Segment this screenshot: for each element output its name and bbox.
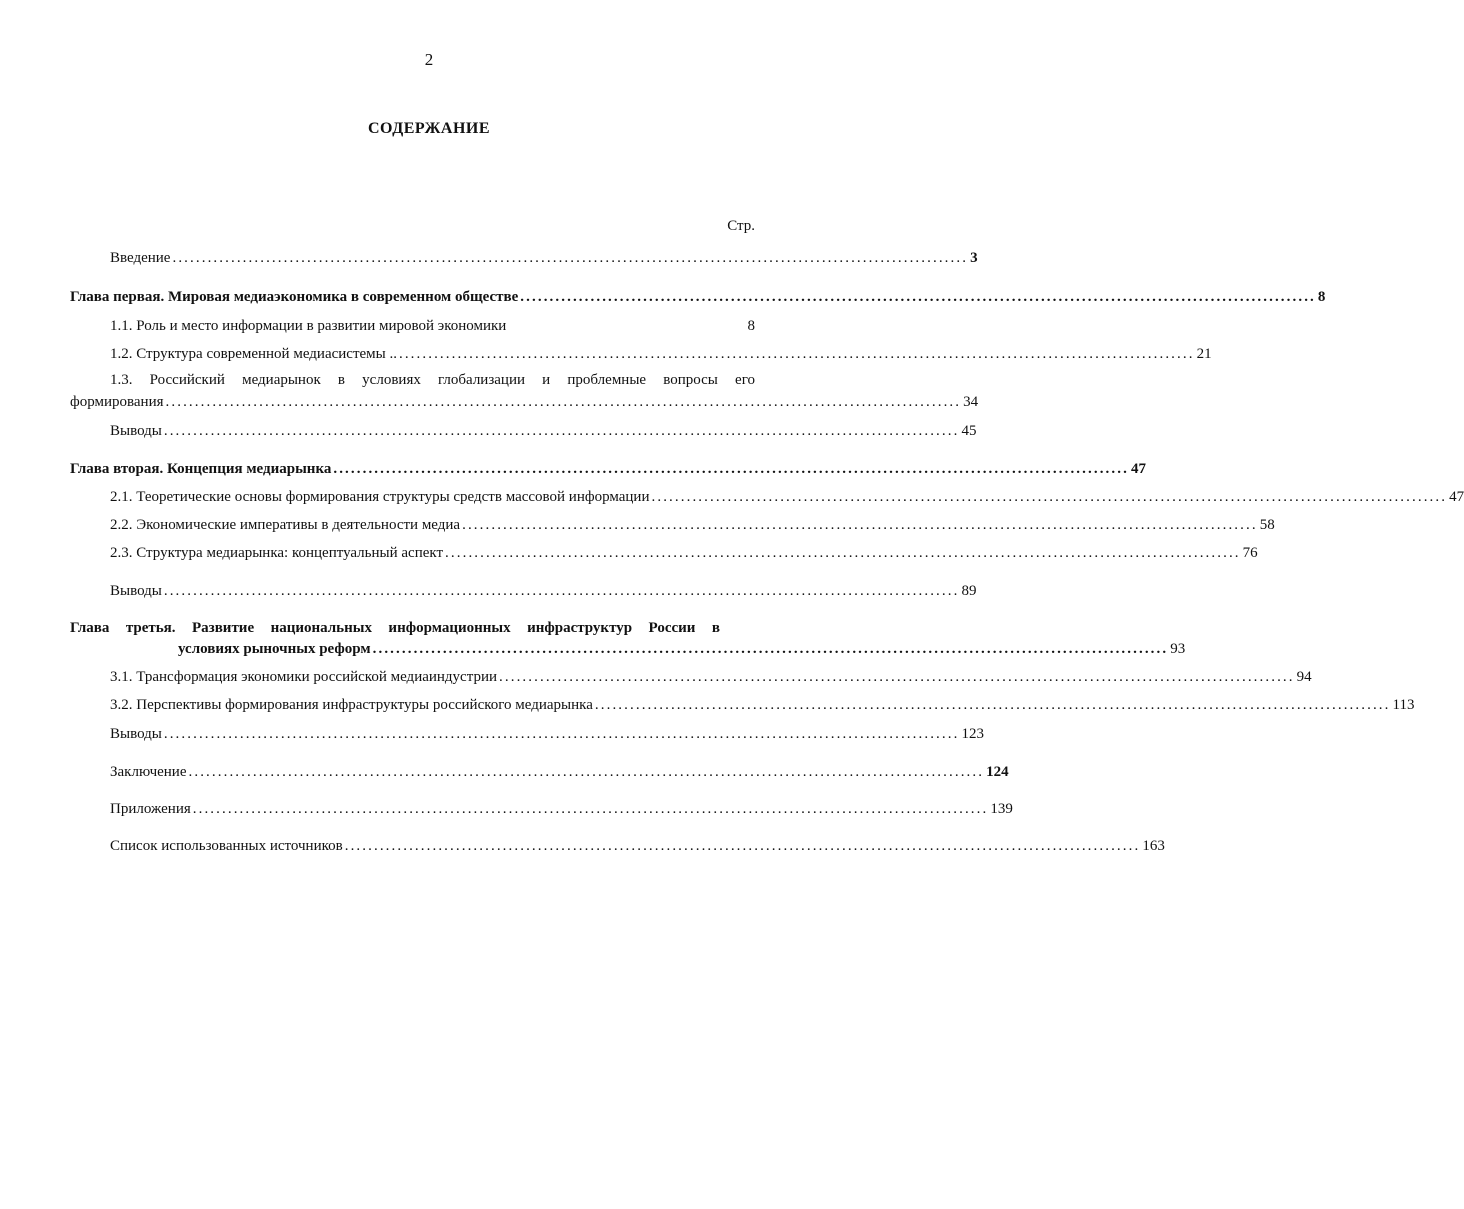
toc-entry-title: Введение bbox=[110, 250, 171, 266]
toc-entry-page: 76 bbox=[1242, 545, 1258, 561]
toc-entry-page: 47 bbox=[1130, 461, 1146, 477]
toc-entry-1-1[interactable] bbox=[110, 313, 755, 335]
toc-leader: ........................................................................................................................................ bbox=[462, 517, 1258, 533]
toc-leader: ........................................................................................................................................ bbox=[520, 289, 1316, 305]
toc-leader: ........................................................................................................................................ bbox=[651, 489, 1448, 505]
toc-entry-title: Приложения bbox=[110, 801, 191, 817]
toc-entry-page: 94 bbox=[1296, 669, 1312, 685]
toc-entry-title: формирования bbox=[70, 394, 164, 410]
toc-entry-title: 2.3. Структура медиарынка: концептуальный аспект bbox=[110, 545, 444, 561]
toc-leader: ........................................................................................................................................ bbox=[372, 641, 1169, 657]
toc-entry-title: Выводы bbox=[110, 726, 162, 742]
toc-entry-page: 45 bbox=[961, 423, 977, 439]
toc-leader: ........................................................................................................................................ bbox=[499, 669, 1295, 685]
toc-entry-1-3[interactable] bbox=[70, 389, 979, 411]
toc-entry-chapter-1[interactable] bbox=[70, 284, 1326, 306]
toc-entry-page: 93 bbox=[1170, 641, 1186, 657]
toc-leader: ........................................................................................................................................ bbox=[163, 726, 960, 742]
toc-entry-title: Глава вторая. Концепция медиарынка bbox=[70, 461, 332, 477]
toc-entry-3-1[interactable] bbox=[110, 664, 1312, 686]
toc-leader: ........................................................................................................................................ bbox=[594, 697, 1391, 713]
toc-entry-chapter-2[interactable] bbox=[70, 456, 1146, 478]
toc-entry-introduction[interactable] bbox=[110, 245, 978, 267]
toc-entry-title: Выводы bbox=[110, 583, 162, 599]
toc-entry-3-2[interactable] bbox=[110, 692, 1415, 714]
toc-leader: ........................................................................................................................................ bbox=[163, 423, 960, 439]
page-number: 2 bbox=[424, 50, 434, 69]
toc-entry-title: условиях рыночных реформ bbox=[178, 641, 371, 657]
page-title: СОДЕРЖАНИЕ bbox=[367, 120, 491, 137]
toc-entry-title: Список использованных источников bbox=[110, 838, 343, 854]
toc-entry-conclusions-3[interactable] bbox=[110, 721, 984, 743]
toc-entry-page: 123 bbox=[961, 726, 984, 742]
toc-entry-page: 47 bbox=[1449, 489, 1464, 505]
toc-entry-title: 3.1. Трансформация экономики российской медиаиндустрии bbox=[110, 669, 498, 685]
page-column-header: Стр. bbox=[727, 218, 755, 234]
toc-leader: ........................................................................................................................................ bbox=[192, 801, 989, 817]
toc-leader: ........................................................................................................................................ bbox=[188, 764, 985, 780]
toc-entry-2-3[interactable] bbox=[110, 540, 1258, 562]
toc-leader: ........................................................................................................................................ bbox=[333, 461, 1129, 477]
toc-entry-page: 21 bbox=[1196, 346, 1212, 362]
toc-leader: ........................................................................................................................................ bbox=[398, 346, 1195, 362]
toc-entry-page: 58 bbox=[1259, 517, 1275, 533]
toc-entry-title: 3.2. Перспективы формирования инфраструктуры российского медиарынка bbox=[110, 697, 593, 713]
toc-entry-page: 8 bbox=[747, 318, 755, 334]
toc-entry-chapter-3[interactable] bbox=[178, 636, 1186, 658]
toc-entry-conclusions-1[interactable] bbox=[110, 418, 977, 440]
toc-entry-page: 34 bbox=[963, 394, 979, 410]
toc-entry-title: 2.2. Экономические императивы в деятельности медиа bbox=[110, 517, 461, 533]
toc-entry-title: Глава первая. Мировая медиаэкономика в современном обществе bbox=[70, 289, 519, 305]
toc-entry-title: Выводы bbox=[110, 423, 162, 439]
toc-entry-page: 3 bbox=[970, 250, 978, 266]
toc-entry-page: 139 bbox=[990, 801, 1013, 817]
toc-entry-2-1[interactable] bbox=[110, 484, 1464, 506]
toc-entry-2-2[interactable] bbox=[110, 512, 1275, 534]
toc-entry-chapter-3-line1[interactable]: Глава третья. Развитие национальных информационных инфраструктур России в bbox=[70, 620, 720, 636]
toc-entry-conclusions-2[interactable] bbox=[110, 578, 977, 600]
toc-leader: ........................................................................................................................................ bbox=[163, 583, 960, 599]
toc-leader: ........................................................................................................................................ bbox=[445, 545, 1241, 561]
toc-entry-1-3-line1[interactable]: 1.3. Российский медиарынок в условиях глобализации и проблемные вопросы его bbox=[110, 372, 755, 388]
toc-entry-page: 89 bbox=[961, 583, 977, 599]
toc-entry-title: 1.1. Роль и место информации в развитии мировой экономики bbox=[110, 318, 507, 334]
toc-entry-title: 2.1. Теоретические основы формирования структуры средств массовой информации bbox=[110, 489, 650, 505]
toc-entry-1-2[interactable] bbox=[110, 341, 1212, 363]
toc-leader: ........................................................................................................................................ bbox=[344, 838, 1141, 854]
toc-entry-conclusion[interactable] bbox=[110, 759, 1009, 781]
toc-entry-appendices[interactable] bbox=[110, 796, 1013, 818]
toc-entry-page: 124 bbox=[986, 764, 1009, 780]
toc-entry-page: 163 bbox=[1142, 838, 1165, 854]
toc-entry-page: 8 bbox=[1317, 289, 1326, 305]
toc-entry-references[interactable] bbox=[110, 833, 1165, 855]
toc-leader: ........................................................................................................................................ bbox=[172, 250, 969, 266]
toc-leader: ........................................................................................................................................ bbox=[165, 394, 962, 410]
toc-entry-title: 1.2. Структура современной медиасистемы .. bbox=[110, 346, 397, 362]
toc-entry-page: 113 bbox=[1392, 697, 1415, 713]
toc-entry-title: Заключение bbox=[110, 764, 187, 780]
